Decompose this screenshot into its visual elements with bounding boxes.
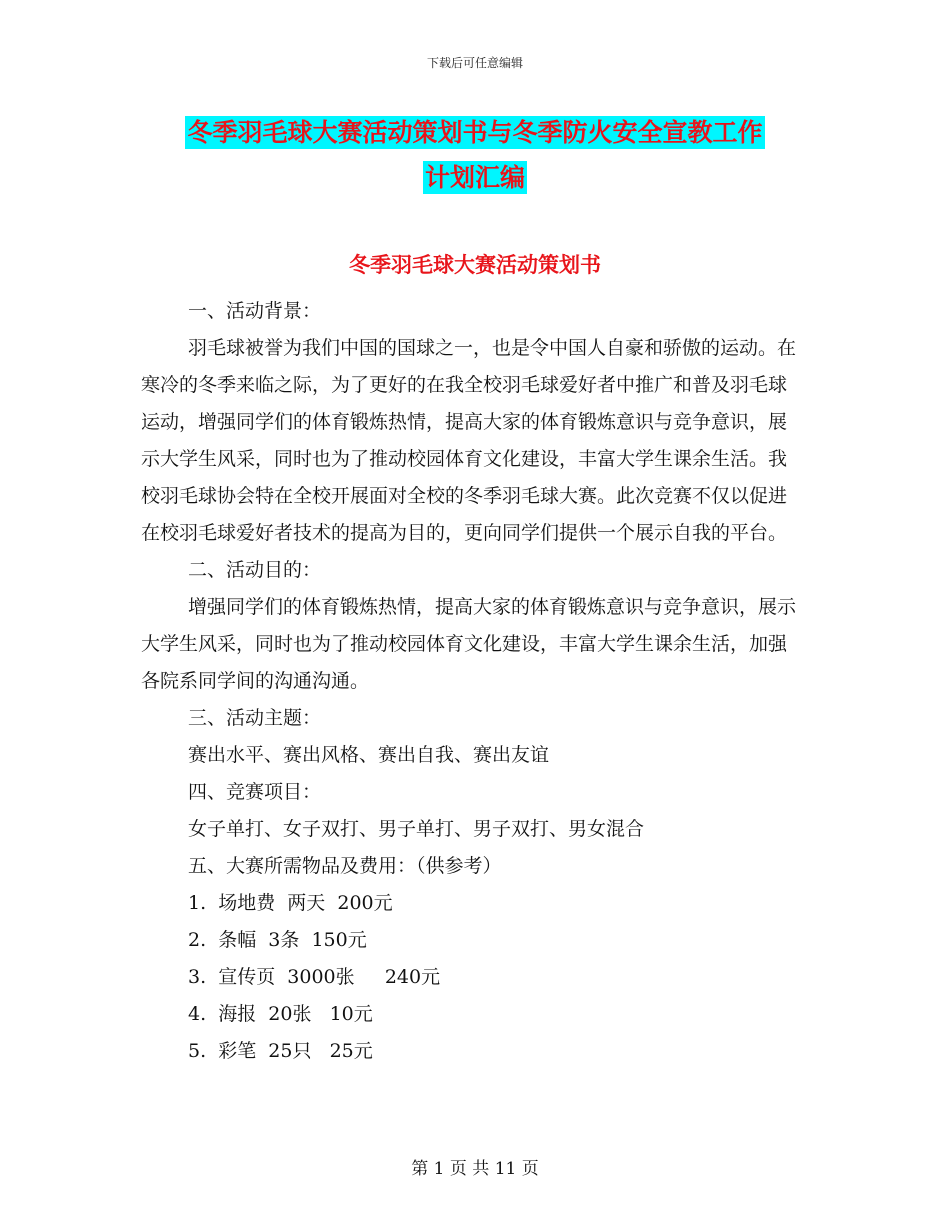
section-heading: 四、竞赛项目： <box>188 781 322 803</box>
title-highlight: 计划汇编 <box>424 163 525 192</box>
list-item: 5. 彩笔 25只 25元 <box>188 1040 373 1062</box>
section-heading: 二、活动目的： <box>188 559 322 581</box>
page-footer: 第 1 页 共 11 页 <box>411 1159 539 1179</box>
paragraph: 增强同学们的体育锻炼热情，提高大家的体育锻炼意识与竞争意识，展示大学生风采，同时也为了推动校园体育文化建设，丰富大学生课余生活，加强各院系同学间的沟通沟通。 <box>141 596 797 692</box>
list-item: 3. 宣传页 3000张 240元 <box>188 966 441 988</box>
section-heading: 三、活动主题： <box>188 707 322 729</box>
paragraph: 女子单打、女子双打、男子单打、男子双打、男女混合 <box>188 818 645 840</box>
section-heading: 五、大赛所需物品及费用：（供参考） <box>188 855 502 877</box>
list-item: 2. 条幅 3条 150元 <box>188 929 367 951</box>
list-item: 4. 海报 20张 10元 <box>188 1003 373 1025</box>
document-title-line-1 <box>0 113 950 149</box>
list-item: 1. 场地费 两天 200元 <box>188 892 393 914</box>
header-note: 下载后可任意编辑 <box>426 56 523 70</box>
section-heading: 一、活动背景： <box>188 300 322 322</box>
title-highlight: 冬季羽毛球大赛活动策划书与冬季防火安全宣教工作 <box>187 118 763 147</box>
document-body <box>141 293 801 1070</box>
document-title-line-2 <box>0 158 950 194</box>
paragraph: 羽毛球被誉为我们中国的国球之一，也是令中国人自豪和骄傲的运动。在寒冷的冬季来临之际，为了更好的在我全校羽毛球爱好者中推广和普及羽毛球运动，增强同学们的体育锻炼热情，提高大家的体育锻炼意识与竞争意识，展示大学生风采，同时也为了推动校园体育文化建设，丰富大学生课余生活。我校羽毛球协会特在全校开展面对全校的冬季羽毛球大赛。此次竞赛不仅以促进在校羽毛球爱好者技术的提高为目的，更向同学们提供一个展示自我的平台。 <box>141 337 797 544</box>
section-title: 冬季羽毛球大赛活动策划书 <box>349 253 601 277</box>
paragraph: 赛出水平、赛出风格、赛出自我、赛出友谊 <box>188 744 550 766</box>
